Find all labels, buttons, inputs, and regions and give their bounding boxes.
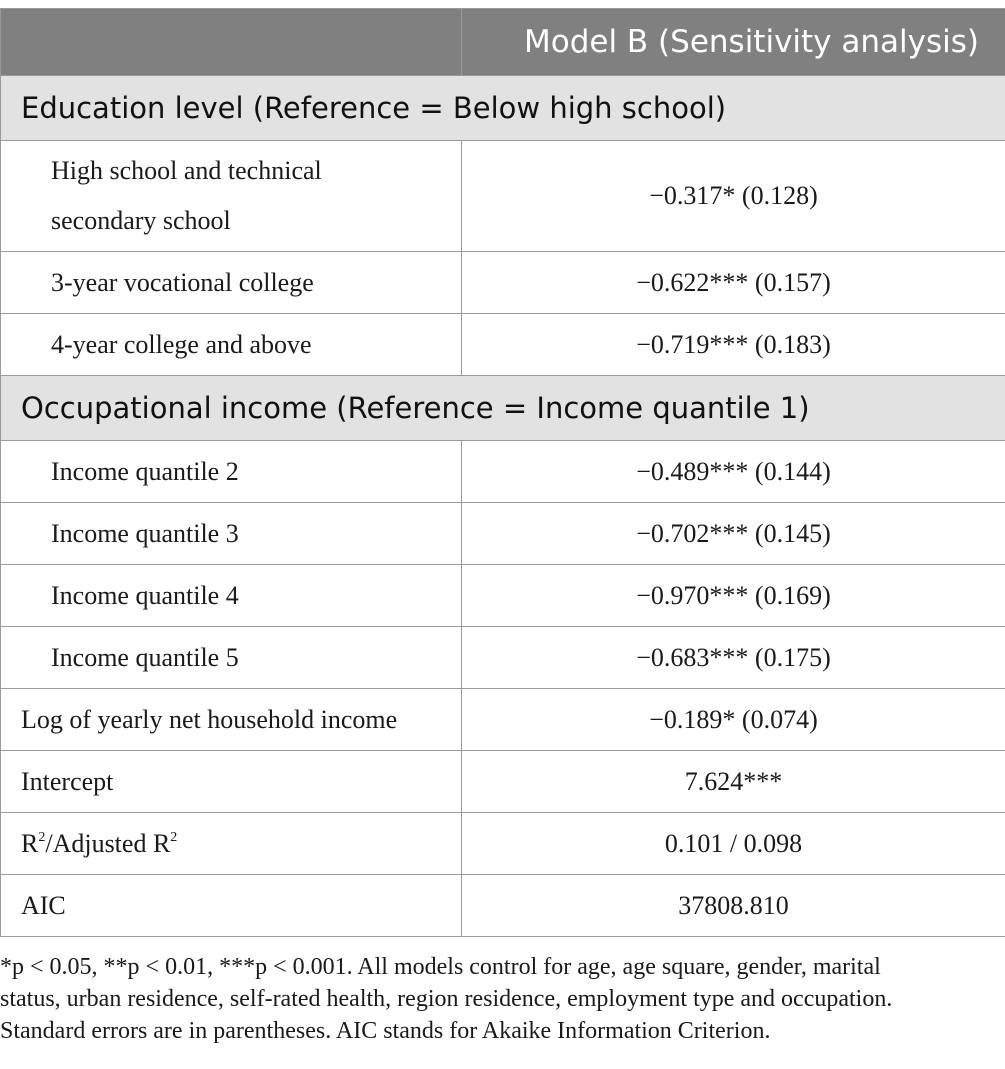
row-label bbox=[1, 141, 462, 252]
row-label: Log of yearly net household income bbox=[1, 689, 462, 751]
row-label: AIC bbox=[1, 875, 462, 937]
regression-table bbox=[0, 8, 1005, 937]
footnote-line: *p < 0.05, **p < 0.01, ***p < 0.001. All models control for age, age square, gender, marital bbox=[0, 954, 881, 980]
row-value: −0.622*** (0.157) bbox=[462, 252, 1005, 314]
table-row bbox=[1, 875, 1005, 937]
section-education bbox=[1, 76, 1005, 141]
table-row bbox=[1, 813, 1005, 875]
row-value: −0.683*** (0.175) bbox=[462, 627, 1005, 689]
row-label-line1: High school and technical bbox=[51, 156, 322, 185]
table-row bbox=[1, 252, 1005, 314]
adjusted-r2-text: /Adjusted R bbox=[45, 828, 171, 858]
table-row bbox=[1, 441, 1005, 503]
row-label-line2: secondary school bbox=[51, 206, 231, 235]
row-label-r2 bbox=[1, 813, 462, 875]
table-row bbox=[1, 141, 1005, 252]
row-label: Income quantile 3 bbox=[1, 503, 462, 565]
r2-superscript: 2 bbox=[38, 829, 46, 845]
section-title: Occupational income (Reference = Income quantile 1) bbox=[1, 376, 1005, 441]
row-label: 3-year vocational college bbox=[1, 252, 462, 314]
table-row bbox=[1, 627, 1005, 689]
row-label: Intercept bbox=[1, 751, 462, 813]
row-value: −0.489*** (0.144) bbox=[462, 441, 1005, 503]
footnote-line: Standard errors are in parentheses. AIC stands for Akaike Information Criterion. bbox=[0, 1018, 771, 1044]
row-label: Income quantile 4 bbox=[1, 565, 462, 627]
table-row bbox=[1, 565, 1005, 627]
table-row bbox=[1, 503, 1005, 565]
adjusted-r2-superscript: 2 bbox=[170, 829, 178, 845]
table-row bbox=[1, 689, 1005, 751]
section-occupational-income bbox=[1, 376, 1005, 441]
row-value: −0.189* (0.074) bbox=[462, 689, 1005, 751]
row-value: −0.702*** (0.145) bbox=[462, 503, 1005, 565]
section-title: Education level (Reference = Below high school) bbox=[1, 76, 1005, 141]
row-value: 0.101 / 0.098 bbox=[462, 813, 1005, 875]
footnote-line: status, urban residence, self-rated health, region residence, employment type and occupation. bbox=[0, 986, 893, 1012]
row-value: 7.624*** bbox=[462, 751, 1005, 813]
header-model-b: Model B (Sensitivity analysis) bbox=[462, 9, 1005, 76]
row-label: Income quantile 2 bbox=[1, 441, 462, 503]
table-header-row bbox=[1, 9, 1005, 76]
row-value: 37808.810 bbox=[462, 875, 1005, 937]
table-row bbox=[1, 751, 1005, 813]
row-label: 4-year college and above bbox=[1, 314, 462, 376]
row-value: −0.719*** (0.183) bbox=[462, 314, 1005, 376]
row-value: −0.317* (0.128) bbox=[462, 141, 1005, 252]
table-footnote bbox=[0, 951, 995, 1047]
table-row bbox=[1, 314, 1005, 376]
results-table-container bbox=[0, 8, 1005, 937]
r2-text: R bbox=[21, 828, 39, 858]
header-label-cell bbox=[1, 9, 462, 76]
row-value: −0.970*** (0.169) bbox=[462, 565, 1005, 627]
row-label: Income quantile 5 bbox=[1, 627, 462, 689]
